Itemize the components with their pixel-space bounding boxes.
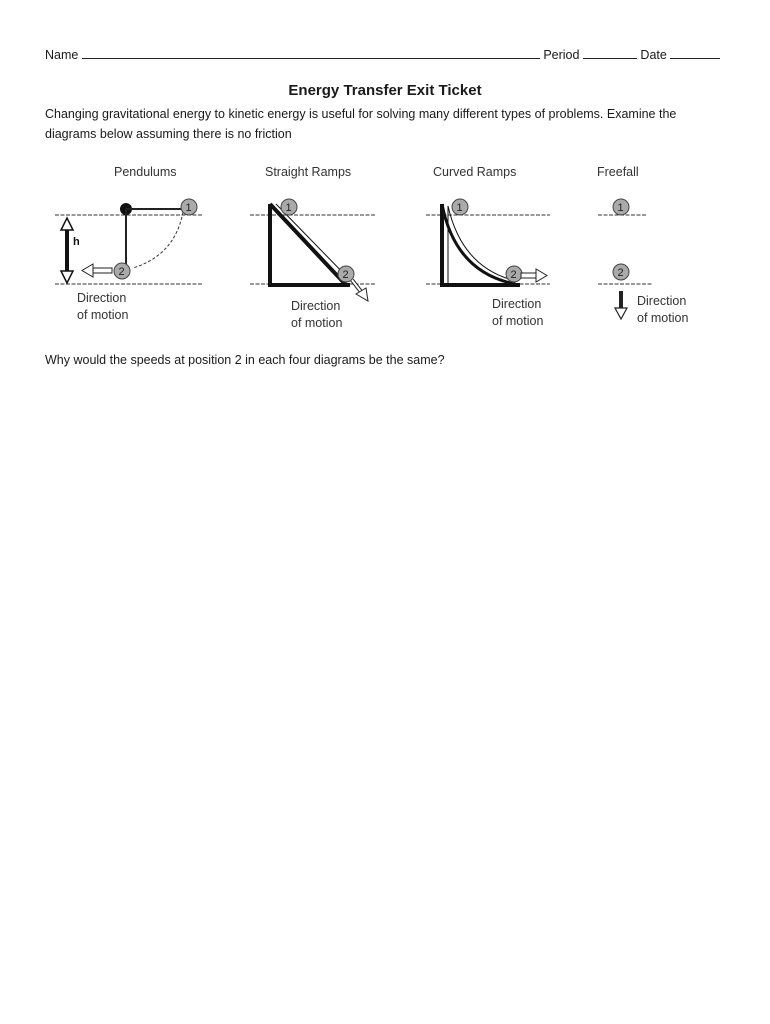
ramp-slope — [270, 204, 346, 285]
intro-text: Changing gravitational energy to kinetic energy is useful for solving many different types of problems. Examine the diagrams below assuming there is no friction — [45, 107, 677, 141]
straight-ramps-label: Straight Ramps — [265, 165, 352, 179]
pendulums-label: Pendulums — [114, 165, 177, 179]
freefall-diagram — [598, 199, 652, 319]
motion-label-line1: Direction — [637, 294, 687, 308]
svg-text:1: 1 — [185, 202, 192, 214]
height-label: h — [73, 236, 80, 248]
height-arrow — [61, 218, 73, 283]
page-title: Energy Transfer Exit Ticket — [288, 82, 482, 99]
svg-text:2: 2 — [510, 269, 517, 281]
motion-arrow — [82, 264, 112, 277]
svg-text:2: 2 — [342, 269, 349, 281]
svg-text:2: 2 — [118, 266, 125, 278]
date-label: Date — [640, 48, 667, 62]
motion-label-line2: of motion — [291, 316, 343, 330]
curved-ramps-label: Curved Ramps — [433, 165, 517, 179]
svg-text:1: 1 — [456, 202, 463, 214]
energy-diagrams — [0, 0, 770, 400]
ramp-curve — [442, 204, 515, 284]
straight-ramp-diagram — [250, 199, 376, 301]
question-text: Why would the speeds at position 2 in each four diagrams be the same? — [45, 353, 445, 367]
period-label: Period — [543, 48, 580, 62]
motion-label-line1: Direction — [77, 291, 127, 305]
motion-label-line1: Direction — [492, 297, 542, 311]
motion-label-line2: of motion — [637, 311, 689, 325]
pendulum-swing-path — [133, 212, 183, 268]
svg-text:2: 2 — [617, 267, 624, 279]
motion-label-line2: of motion — [492, 314, 544, 328]
name-label: Name — [45, 48, 79, 62]
curved-ramp-diagram — [426, 199, 550, 286]
pendulum-diagram — [55, 199, 203, 284]
motion-arrow — [615, 291, 627, 319]
motion-label-line1: Direction — [291, 299, 341, 313]
svg-text:1: 1 — [285, 202, 292, 214]
motion-label-line2: of motion — [77, 308, 129, 322]
motion-arrow — [521, 269, 547, 282]
svg-text:1: 1 — [617, 202, 624, 214]
freefall-label: Freefall — [597, 165, 639, 179]
motion-arrow — [352, 280, 368, 301]
answer-area[interactable] — [45, 380, 725, 980]
